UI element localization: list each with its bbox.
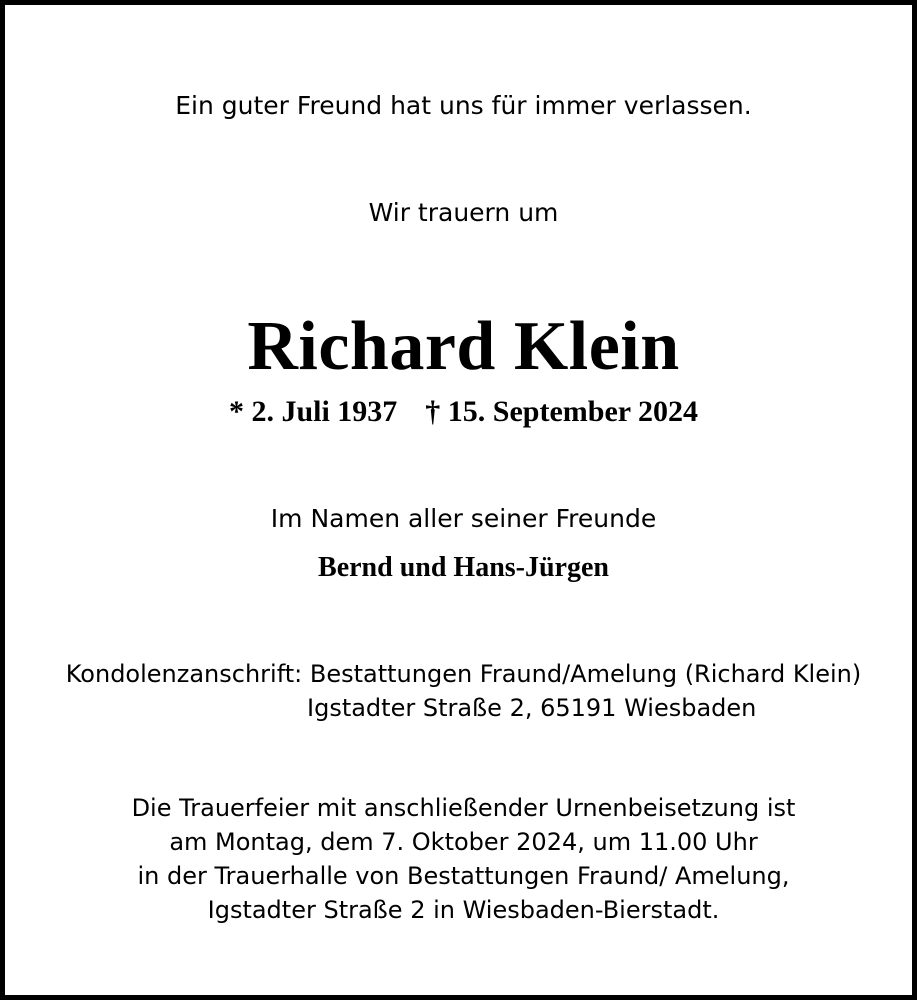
birth-date: * 2. Juli 1937 — [228, 395, 398, 428]
funeral-line: Die Trauerfeier mit anschließender Urnenbeisetzung ist — [131, 794, 796, 822]
deceased-name: Richard Klein — [247, 308, 680, 385]
life-dates — [5, 394, 917, 430]
condolence-address: Igstadter Straße 2, 65191 Wiesbaden — [307, 694, 757, 722]
funeral-line: Igstadter Straße 2 in Wiesbaden-Bierstadt. — [207, 896, 720, 924]
intro-text: Ein guter Freund hat uns für immer verlassen. — [175, 91, 752, 120]
death-date: † 15. September 2024 — [425, 395, 699, 428]
condolence-address-heading: Kondolenzanschrift: Bestattungen Fraund/Amelung (Richard Klein) — [65, 660, 862, 688]
funeral-details — [5, 791, 917, 927]
signers: Bernd und Hans-Jürgen — [318, 552, 609, 583]
funeral-line: am Montag, dem 7. Oktober 2024, um 11.00 Uhr — [169, 828, 758, 856]
on-behalf-line: Im Namen aller seiner Freunde — [270, 504, 657, 533]
mourning-line: Wir trauern um — [368, 198, 559, 227]
funeral-line: in der Trauerhalle von Bestattungen Fraund/ Amelung, — [137, 862, 790, 890]
